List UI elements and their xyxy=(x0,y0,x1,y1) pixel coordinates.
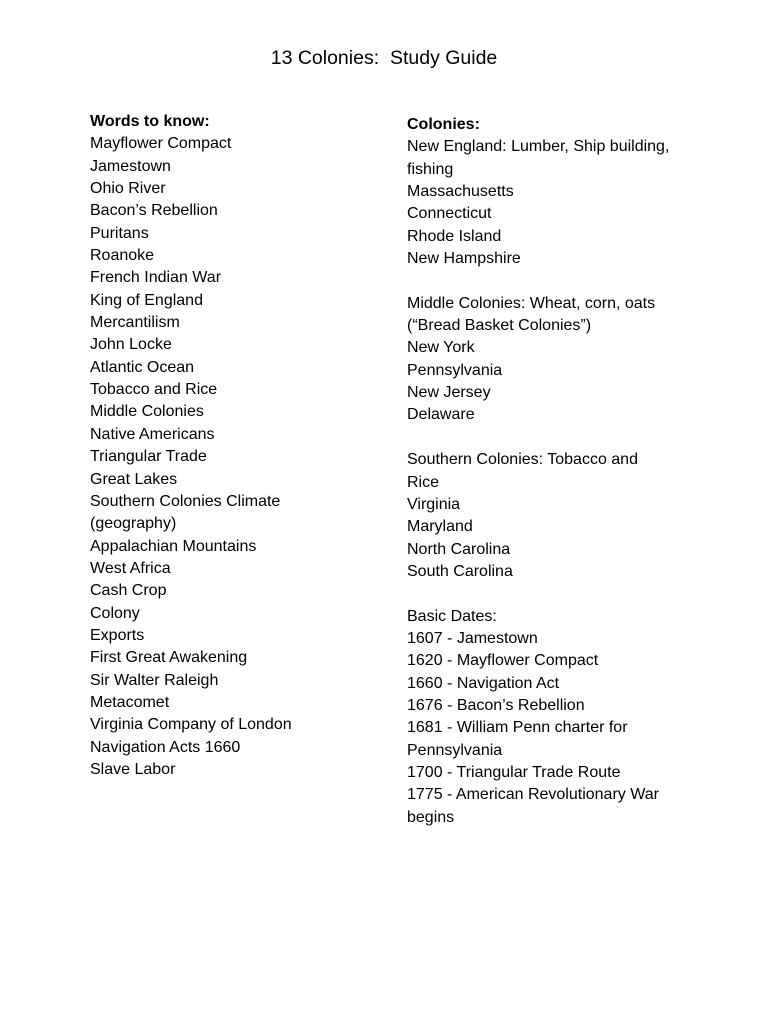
word-to-know-item: Great Lakes xyxy=(90,470,178,488)
southern-colonies-section xyxy=(407,449,697,583)
word-to-know-item: John Locke xyxy=(90,336,172,354)
new-england-line: New England: Lumber, Ship building, xyxy=(407,138,670,156)
word-to-know-item: Atlantic Ocean xyxy=(90,358,195,376)
basic-dates-section xyxy=(407,606,697,829)
word-to-know-item: Roanoke xyxy=(90,247,155,265)
colonies-heading: Colonies: xyxy=(407,116,480,133)
word-to-know-item: Triangular Trade xyxy=(90,448,207,466)
word-to-know-item: Metacomet xyxy=(90,693,170,711)
new-england-section xyxy=(407,114,697,270)
middle-colonies-section xyxy=(407,293,697,427)
word-to-know-item: Colony xyxy=(90,604,140,622)
basic-dates-line: Pennsylvania xyxy=(407,741,503,759)
colonies-column xyxy=(407,114,697,829)
basic-dates-line: 1676 - Bacon’s Rebellion xyxy=(407,696,585,714)
word-to-know-item: Middle Colonies xyxy=(90,403,204,421)
new-england-line: New Hampshire xyxy=(407,250,521,268)
southern-colonies-line: Maryland xyxy=(407,518,473,536)
word-to-know-item: Virginia Company of London xyxy=(90,716,292,734)
word-to-know-item: Ohio River xyxy=(90,180,166,198)
word-to-know-item: Tobacco and Rice xyxy=(90,381,218,399)
word-to-know-item: Exports xyxy=(90,626,145,644)
word-to-know-item: First Great Awakening xyxy=(90,649,248,667)
basic-dates-line: begins xyxy=(407,808,455,826)
word-to-know-item: Appalachian Mountains xyxy=(90,537,257,555)
word-to-know-item: French Indian War xyxy=(90,269,222,287)
southern-colonies-line: South Carolina xyxy=(407,562,513,580)
word-to-know-item: Navigation Acts 1660 xyxy=(90,738,241,756)
word-to-know-item: Cash Crop xyxy=(90,582,167,600)
middle-colonies-line: Middle Colonies: Wheat, corn, oats xyxy=(407,294,656,312)
new-england-line: Massachusetts xyxy=(407,183,514,201)
basic-dates-line: 1660 - Navigation Act xyxy=(407,674,560,692)
words-to-know-heading: Words to know: xyxy=(90,113,210,130)
basic-dates-list xyxy=(407,606,697,829)
basic-dates-line: 1681 - William Penn charter for xyxy=(407,719,628,737)
word-to-know-item: Mayflower Compact xyxy=(90,135,232,153)
basic-dates-line: Basic Dates: xyxy=(407,607,497,625)
southern-colonies-line: Southern Colonies: Tobacco and xyxy=(407,451,638,469)
southern-colonies-list xyxy=(407,449,697,583)
new-england-list xyxy=(407,136,697,270)
new-england-line: Connecticut xyxy=(407,205,492,223)
word-to-know-item: West Africa xyxy=(90,559,171,577)
word-to-know-item: King of England xyxy=(90,291,203,309)
middle-colonies-line: (“Bread Basket Colonies”) xyxy=(407,317,592,335)
word-to-know-item: Native Americans xyxy=(90,425,215,443)
basic-dates-line: 1700 - Triangular Trade Route xyxy=(407,763,621,781)
words-to-know-list xyxy=(90,133,380,781)
southern-colonies-line: Rice xyxy=(407,473,440,491)
new-england-line: fishing xyxy=(407,160,454,178)
middle-colonies-line: Delaware xyxy=(407,406,475,424)
new-england-line: Rhode Island xyxy=(407,227,502,245)
middle-colonies-list xyxy=(407,293,697,427)
word-to-know-item: Sir Walter Raleigh xyxy=(90,671,219,689)
middle-colonies-line: Pennsylvania xyxy=(407,361,503,379)
southern-colonies-line: Virginia xyxy=(407,495,461,513)
page-title: 13 Colonies: Study Guide xyxy=(270,47,498,69)
word-to-know-item: Slave Labor xyxy=(90,760,176,778)
word-to-know-item: (geography) xyxy=(90,515,177,533)
middle-colonies-line: New York xyxy=(407,339,475,357)
middle-colonies-line: New Jersey xyxy=(407,384,491,402)
basic-dates-line: 1607 - Jamestown xyxy=(407,629,538,647)
words-to-know-column xyxy=(90,111,380,781)
word-to-know-item: Bacon’s Rebellion xyxy=(90,202,218,220)
basic-dates-line: 1775 - American Revolutionary War xyxy=(407,786,659,804)
word-to-know-item: Jamestown xyxy=(90,157,171,175)
word-to-know-item: Mercantilism xyxy=(90,314,180,332)
southern-colonies-line: North Carolina xyxy=(407,540,511,558)
word-to-know-item: Southern Colonies Climate xyxy=(90,492,281,510)
word-to-know-item: Puritans xyxy=(90,224,149,242)
basic-dates-line: 1620 - Mayflower Compact xyxy=(407,652,599,670)
